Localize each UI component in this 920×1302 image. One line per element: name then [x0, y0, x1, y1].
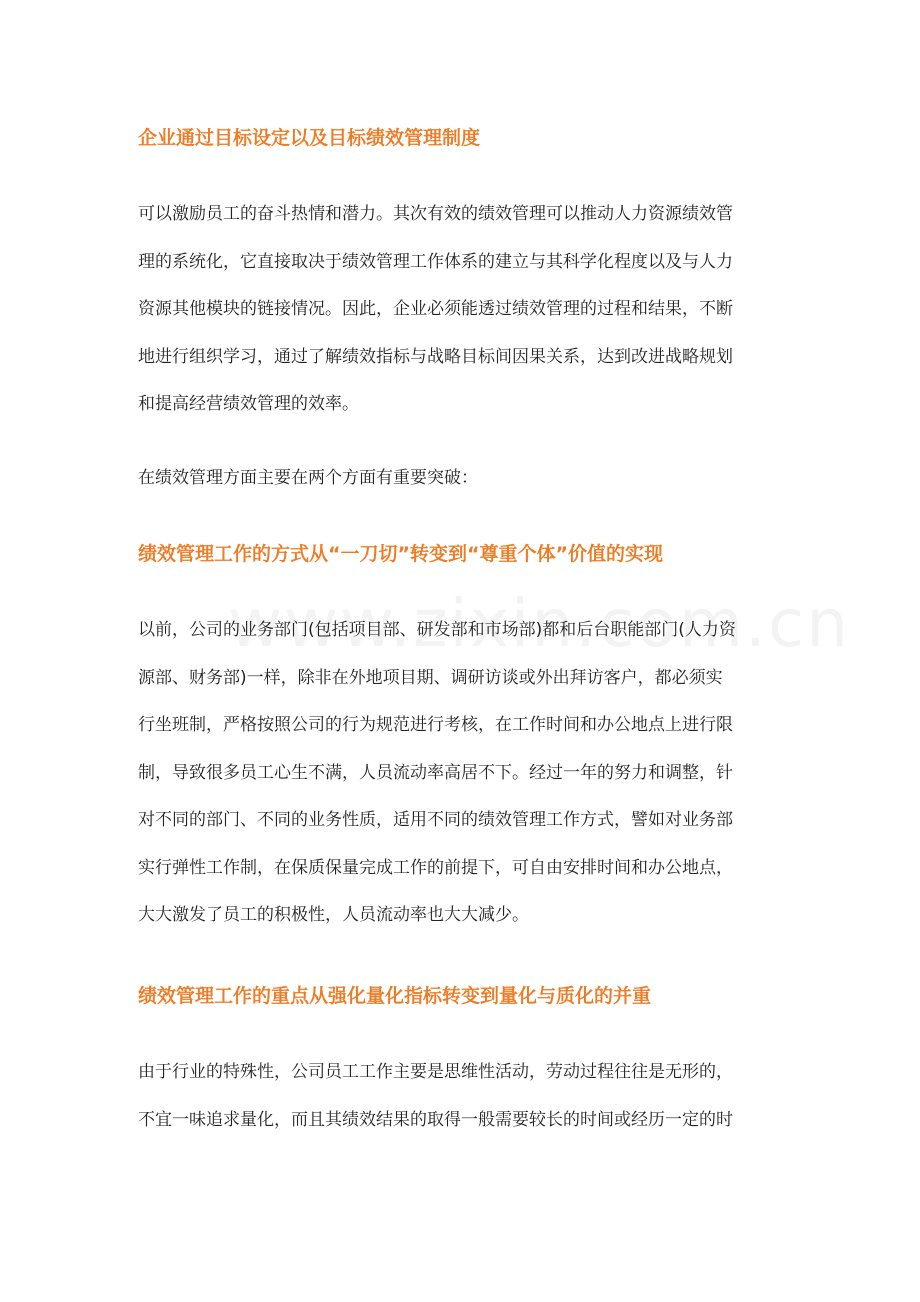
paragraph-line: 由于行业的特殊性，公司员工工作主要是思维性活动，劳动过程往往是无形的， [138, 1062, 733, 1082]
paragraph-line: 大大激发了员工的积极性，人员流动率也大大减少。 [138, 905, 529, 925]
section-heading-1: 企业通过目标设定以及目标绩效管理制度 [138, 127, 481, 149]
paragraph-line: 地进行组织学习，通过了解绩效指标与战略目标间因果关系，达到改进战略规划 [138, 346, 733, 367]
paragraph-line: 源部、财务部)一样，除非在外地项目期、调研访谈或外出拜访客户，都必须实 [138, 667, 723, 688]
paragraph-3 [138, 616, 788, 929]
paragraph-2 [138, 464, 788, 492]
paragraph-line: 理的系统化，它直接取决于绩效管理工作体系的建立与其科学化程度以及与人力 [138, 251, 733, 272]
section-heading-2: 绩效管理工作的方式从“一刀切”转变到“尊重个体”价值的实现 [138, 543, 663, 565]
paragraph-line: 行坐班制，严格按照公司的行为规范进行考核，在工作时间和办公地点上进行限 [138, 715, 733, 735]
paragraph-line: 制，导致很多员工心生不满，人员流动率高居不下。经过一年的努力和调整，针 [138, 762, 733, 783]
paragraph-line: 对不同的部门、不同的业务性质，适用不同的绩效管理工作方式，譬如对业务部 [138, 810, 733, 830]
paragraph-line: 资源其他模块的链接情况。因此，企业必须能透过绩效管理的过程和结果，不断 [138, 299, 733, 319]
section-heading-3: 绩效管理工作的重点从强化量化指标转变到量化与质化的并重 [138, 985, 652, 1007]
paragraph-line: 以前，公司的业务部门(包括项目部、研发部和市场部)都和后台职能部门(人力资 [138, 620, 736, 640]
paragraph-line: 在绩效管理方面主要在两个方面有重要突破： [138, 468, 478, 488]
paragraph-line: 实行弹性工作制，在保质保量完成工作的前提下，可自由安排时间和办公地点， [138, 857, 733, 878]
paragraph-4 [138, 1058, 788, 1134]
paragraph-line: 可以激励员工的奋斗热情和潜力。其次有效的绩效管理可以推动人力资源绩效管 [138, 204, 733, 224]
paragraph-line: 和提高经营绩效管理的效率。 [138, 394, 359, 414]
paragraph-1 [138, 200, 788, 418]
paragraph-line: 不宜一味追求量化，而且其绩效结果的取得一般需要较长的时间或经历一定的时 [138, 1109, 733, 1130]
